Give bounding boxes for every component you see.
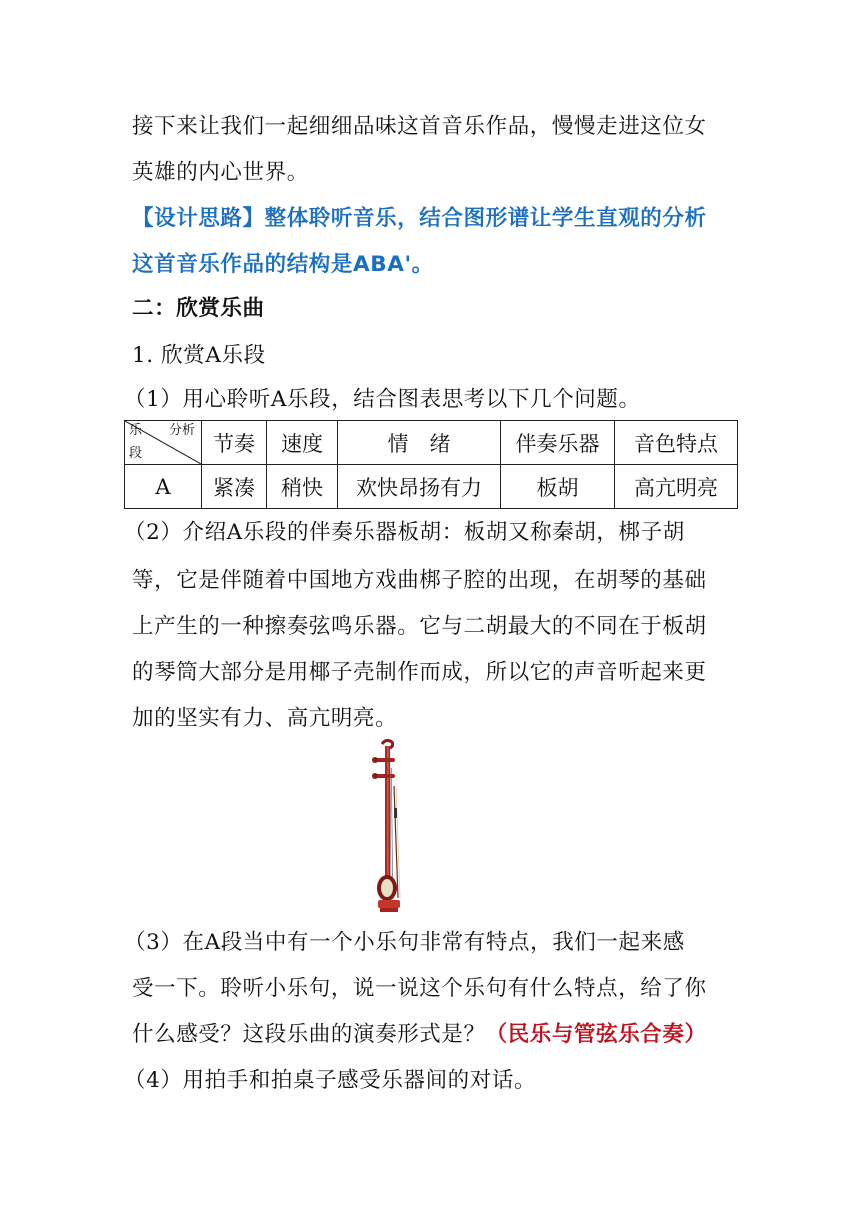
table-header-cell: 伴奏乐器 [501, 421, 615, 465]
table-header-cell: 音色特点 [615, 421, 738, 465]
question-2-line: 的琴筒大部分是用椰子壳制作而成，所以它的声音听起来更 [132, 660, 707, 685]
table-row [125, 465, 738, 509]
corner-label-top-left: 乐 [129, 423, 143, 438]
question-2-line: 加的坚实有力、高亢明亮。 [132, 706, 398, 731]
sub-heading: 1. 欣赏A乐段 [132, 343, 266, 368]
design-idea-line: 这首音乐作品的结构是ABA'。 [132, 252, 434, 277]
table-cell: 板胡 [501, 465, 615, 509]
design-idea-line: 【设计思路】整体聆听音乐，结合图形谱让学生直观的分析 [132, 206, 707, 231]
table-cell: 高亢明亮 [615, 465, 738, 509]
table-header-row [125, 421, 738, 465]
question-2-line: 上产生的一种擦奏弦鸣乐器。它与二胡最大的不同在于板胡 [132, 614, 707, 639]
question-4: （4）用拍手和拍桌子感受乐器间的对话。 [124, 1068, 537, 1093]
question-3-line [132, 1020, 707, 1050]
question-2-line: 等，它是伴随着中国地方戏曲梆子腔的出现，在胡琴的基础 [132, 568, 707, 593]
banhu-instrument-illustration [360, 738, 420, 918]
corner-label-top-right: 分析 [168, 423, 195, 438]
table-cell: 欢快昂扬有力 [338, 465, 501, 509]
answer-text: （民乐与管弦乐合奏） [485, 1022, 707, 1047]
question-2-line: （2）介绍A乐段的伴奏乐器板胡：板胡又称秦胡，梆子胡 [124, 520, 685, 545]
corner-label-bottom: 段 [129, 446, 143, 461]
table-cell: 稍快 [267, 465, 338, 509]
table-header-cell: 速度 [267, 421, 338, 465]
table-corner-cell [125, 421, 202, 465]
analysis-table [124, 420, 738, 509]
table-cell: A [125, 465, 202, 509]
table-header-cell: 节奏 [202, 421, 267, 465]
question-3-text: 什么感受？这段乐曲的演奏形式是？ [132, 1022, 486, 1047]
section-heading: 二：欣赏乐曲 [132, 296, 265, 321]
question-3-line: 受一下。聆听小乐句，说一说这个乐句有什么特点，给了你 [132, 976, 707, 1001]
paragraph-line: 英雄的内心世界。 [132, 160, 309, 185]
table-header-cell: 情 绪 [338, 421, 501, 465]
question-3-line: （3）在A段当中有一个小乐句非常有特点，我们一起来感 [124, 930, 685, 955]
paragraph-line: 接下来让我们一起细细品味这首音乐作品，慢慢走进这位女 [132, 114, 707, 139]
question-1: （1）用心聆听A乐段，结合图表思考以下几个问题。 [124, 387, 641, 412]
table-cell: 紧凑 [202, 465, 267, 509]
